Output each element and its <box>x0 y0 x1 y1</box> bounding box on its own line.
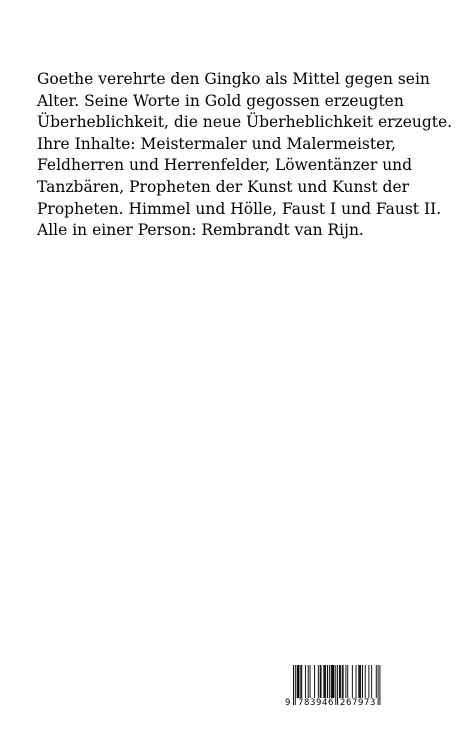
isbn-barcode <box>281 663 383 709</box>
barcode-bar <box>300 665 301 698</box>
barcode-first-digit: 9 <box>285 698 291 708</box>
barcode-bar <box>352 665 353 698</box>
barcode-bar <box>332 665 333 698</box>
blurb-line: Tanzbären, Propheten der Kunst und Kunst der <box>37 177 410 196</box>
barcode-bar <box>347 665 348 698</box>
barcode-bar <box>310 665 311 698</box>
barcode-bar <box>329 665 330 698</box>
barcode-bar <box>365 665 366 698</box>
barcode-bar <box>378 665 379 705</box>
blurb-line: Feldherren und Herrenfelder, Löwentänzer und <box>37 156 413 175</box>
blurb-line: Ihre Inhalte: Meistermaler und Malermeister, <box>37 134 396 153</box>
barcode-bar <box>345 665 346 698</box>
blurb-line: Überheblichkeit, die neue Überheblichkeit erzeugte. <box>37 113 453 132</box>
barcode-bar <box>371 665 372 698</box>
barcode-bar <box>362 665 363 698</box>
barcode-bar <box>340 665 341 698</box>
barcode-bar <box>356 665 357 698</box>
barcode-bar <box>342 665 343 698</box>
barcode-right-digits: 267973 <box>340 698 377 708</box>
barcode-bar <box>379 665 380 705</box>
barcode-bar <box>318 665 319 698</box>
barcode-bar <box>295 665 296 705</box>
barcode-bar <box>325 665 326 698</box>
barcode-bar <box>327 665 328 698</box>
barcode-bar <box>323 665 324 698</box>
barcode-left-digits: 783946 <box>298 698 335 708</box>
barcode-bar <box>324 665 325 698</box>
barcode-bar <box>343 665 344 698</box>
barcode-bar <box>358 665 359 698</box>
blurb-text <box>37 69 453 242</box>
barcode-bar <box>335 665 336 705</box>
barcode-bar <box>305 665 306 698</box>
blurb-line: Alter. Seine Worte in Gold gegossen erzeugten <box>37 91 404 110</box>
barcode-bar <box>321 665 322 698</box>
barcode-bar <box>308 665 309 698</box>
barcode-bar <box>333 665 334 698</box>
barcode-bar <box>293 665 294 705</box>
barcode-bar <box>359 665 360 698</box>
barcode-bar <box>360 665 361 698</box>
barcode-bar <box>337 665 338 705</box>
barcode-bar <box>298 665 299 698</box>
barcode-bar <box>297 665 298 698</box>
barcode-bar <box>320 665 321 698</box>
barcode-bar <box>333 665 334 698</box>
barcode-bar <box>299 665 300 698</box>
barcode-bar <box>339 665 340 698</box>
barcode-bar <box>301 665 302 698</box>
barcode-bar <box>368 665 369 698</box>
blurb-line: Goethe verehrte den Gingko als Mittel gegen sein <box>37 70 430 88</box>
barcode-bar <box>331 665 332 698</box>
barcode-bar <box>314 665 315 698</box>
barcode-bar <box>376 665 377 698</box>
blurb-line: Alle in einer Person: Rembrandt van Rijn. <box>37 221 364 240</box>
blurb-line: Propheten. Himmel und Hölle, Faust I und Faust II. <box>37 199 442 218</box>
